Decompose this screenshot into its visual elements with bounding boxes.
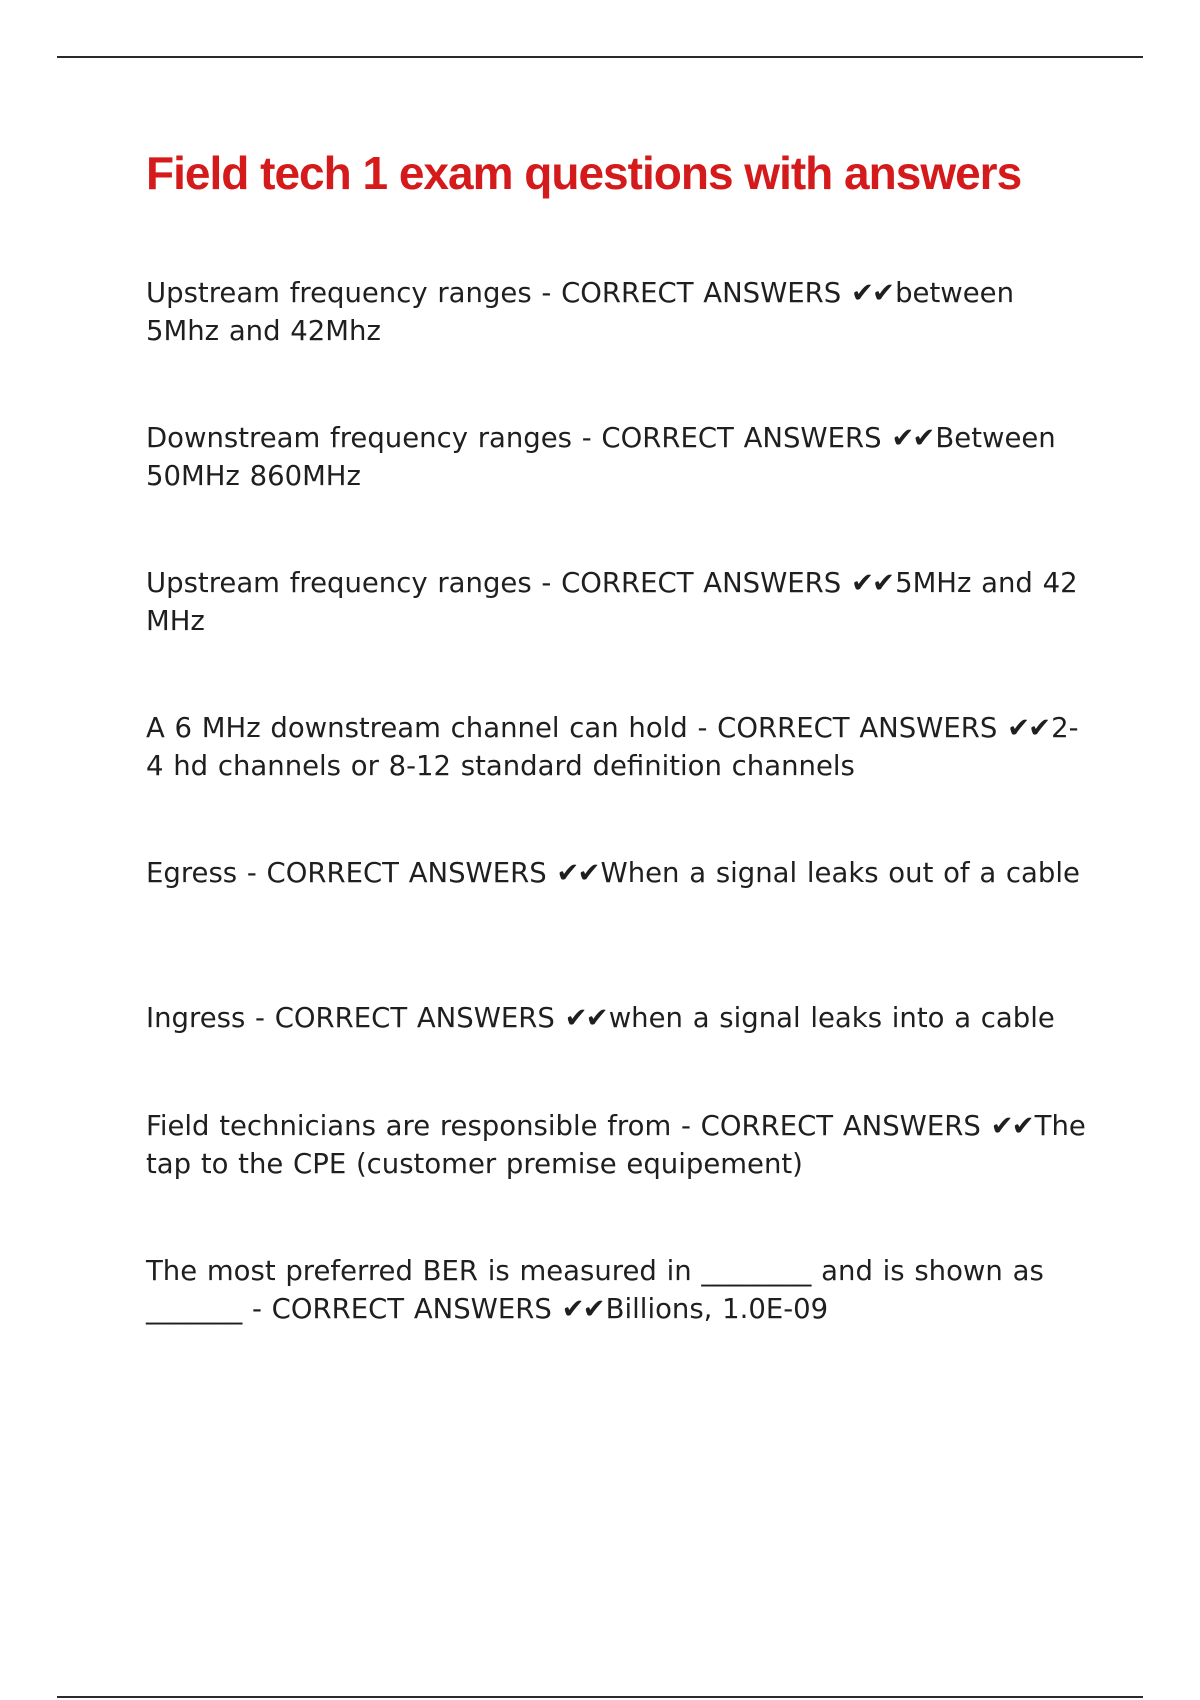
top-rule <box>57 56 1143 58</box>
answer-text: The tap to the CPE (customer premise equipement) <box>146 1110 1086 1180</box>
document-title: Field tech 1 exam questions with answers <box>146 147 1022 199</box>
question-text: The most preferred BER is measured in ________ and is shown as _______ <box>146 1255 1044 1325</box>
answer-text: Billions, 1.0E-09 <box>605 1293 829 1325</box>
qa-item: Upstream frequency ranges - CORRECT ANSWERS ✔✔between 5Mhz and 42Mhz <box>146 277 1014 347</box>
bottom-rule <box>57 1696 1143 1698</box>
double-check-icon: ✔✔ <box>891 422 934 454</box>
qa-item: Upstream frequency ranges - CORRECT ANSWERS ✔✔5MHz and 42 MHz <box>146 567 1078 637</box>
answer-marker: CORRECT ANSWERS <box>601 422 882 454</box>
question-text: Field technicians are responsible from <box>146 1110 672 1142</box>
answer-text: 5MHz and 42 MHz <box>146 567 1078 637</box>
qa-item: Ingress - CORRECT ANSWERS ✔✔when a signal leaks into a cable <box>146 1002 1055 1034</box>
qa-list <box>146 274 1096 1328</box>
answer-marker: CORRECT ANSWERS <box>274 1002 555 1034</box>
answer-marker: CORRECT ANSWERS <box>266 857 547 889</box>
qa-item: Egress - CORRECT ANSWERS ✔✔When a signal leaks out of a cable <box>146 857 1080 889</box>
question-text: Egress <box>146 857 238 889</box>
qa-item: The most preferred BER is measured in ________ and is shown as _______ - CORRECT ANSWERS ✔✔Billions, 1.0E-09 <box>146 1255 1044 1325</box>
document-body <box>146 138 1096 1397</box>
double-check-icon: ✔✔ <box>564 1002 607 1034</box>
answer-text: 2-4 hd channels or 8-12 standard definition channels <box>146 712 1079 782</box>
answer-text: when a signal leaks into a cable <box>608 1002 1055 1034</box>
question-text: Downstream frequency ranges <box>146 422 572 454</box>
double-check-icon: ✔✔ <box>561 1293 604 1325</box>
double-check-icon: ✔✔ <box>990 1110 1033 1142</box>
answer-text: When a signal leaks out of a cable <box>600 857 1080 889</box>
qa-item: Downstream frequency ranges - CORRECT ANSWERS ✔✔Between 50MHz 860MHz <box>146 422 1056 492</box>
qa-item: A 6 MHz downstream channel can hold - CORRECT ANSWERS ✔✔2-4 hd channels or 8-12 standard definition channels <box>146 712 1079 782</box>
double-check-icon: ✔✔ <box>850 567 894 599</box>
qa-item: Field technicians are responsible from - CORRECT ANSWERS ✔✔The tap to the CPE (customer premise equipement) <box>146 1110 1086 1180</box>
double-check-icon: ✔✔ <box>850 277 894 309</box>
question-text: Ingress <box>146 1002 246 1034</box>
answer-marker: CORRECT ANSWERS <box>700 1110 981 1142</box>
question-text: Upstream frequency ranges <box>146 277 532 309</box>
double-check-icon: ✔✔ <box>556 857 599 889</box>
answer-text: Between 50MHz 860MHz <box>146 422 1056 492</box>
answer-text: between 5Mhz and 42Mhz <box>146 277 1014 347</box>
double-check-icon: ✔✔ <box>1007 712 1050 744</box>
question-text: Upstream frequency ranges <box>146 567 532 599</box>
answer-marker: CORRECT ANSWERS <box>561 277 842 309</box>
answer-marker: CORRECT ANSWERS <box>561 567 842 599</box>
question-text: A 6 MHz downstream channel can hold <box>146 712 688 744</box>
answer-marker: CORRECT ANSWERS <box>271 1293 552 1325</box>
answer-marker: CORRECT ANSWERS <box>717 712 998 744</box>
